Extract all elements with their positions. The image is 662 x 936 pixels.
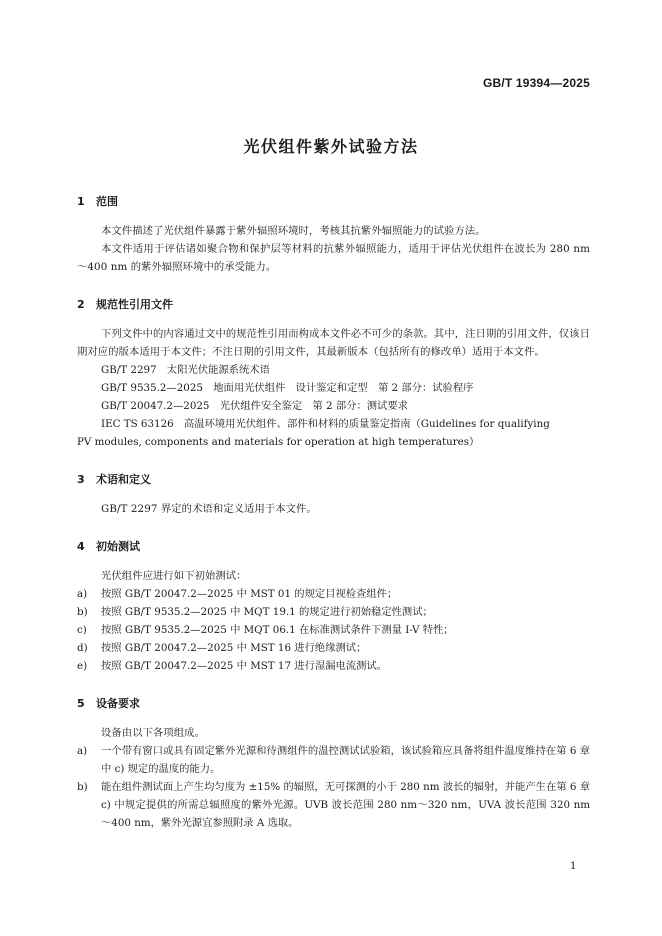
list-text: 按照 GB/T 20047.2—2025 中 MST 17 进行湿漏电流测试。 (101, 660, 387, 672)
list-marker: a) (77, 745, 88, 757)
list-text: 按照 GB/T 9535.2—2025 中 MQT 19.1 的规定进行初始稳定性测试； (101, 606, 433, 618)
document-body (77, 193, 590, 832)
standard-code: GB/T 19394—2025 (482, 76, 590, 90)
reference-item: GB/T 9535.2—2025 地面用光伏组件 设计鉴定和定型 第 2 部分：试验程序 (101, 382, 474, 394)
list-item (77, 585, 590, 603)
list-item (77, 657, 590, 675)
paragraph: 光伏组件应进行如下初始测试： (101, 570, 247, 582)
list-text: 按照 GB/T 20047.2—2025 中 MST 01 的规定目视检查组件； (101, 588, 398, 600)
list-text: 一个带有窗口或具有固定紫外光源和待测组件的温控测试试验箱，该试验箱应具备将组件温度维持在第 6 章中 c) 规定的温度的能力。 (101, 745, 590, 775)
paragraph: 本文件适用于评估诸如聚合物和保护层等材料的抗紫外辐照能力，适用于评估光伏组件在波长为 280 nm～400 nm 的紫外辐照环境中的承受能力。 (77, 243, 590, 273)
list-item (77, 603, 590, 621)
section-heading-terms (77, 471, 590, 488)
list-marker: e) (77, 660, 88, 672)
reference-item: GB/T 20047.2—2025 光伏组件安全鉴定 第 2 部分：测试要求 (101, 400, 408, 412)
section-title: 设备要求 (96, 697, 140, 710)
list-item (77, 742, 590, 778)
section-heading-scope (77, 193, 590, 210)
list-item (77, 778, 590, 832)
page-number: 1 (570, 861, 577, 872)
paragraph: GB/T 2297 界定的术语和定义适用于本文件。 (101, 503, 317, 515)
section-heading-initial-tests (77, 538, 590, 555)
list-text: 按照 GB/T 9535.2—2025 中 MQT 06.1 在标准测试条件下测量 I-V 特性； (101, 624, 454, 636)
reference-item: GB/T 2297 太阳光伏能源系统术语 (101, 364, 270, 376)
list-marker: b) (77, 606, 88, 618)
list-text: 能在组件测试面上产生均匀度为 ±15% 的辐照，无可探测的小于 280 nm 波长的辐射，并能产生在第 6 章 c) 中规定提供的所需总辐照度的紫外光源。UVB 波长范围 280 nm～320 nm，UVA 波长范围 320 nm～400 nm，紫外光源宜参照附录 A 选取。 (101, 781, 590, 829)
paragraph: 设备由以下各项组成。 (101, 727, 205, 739)
document-title: 光伏组件紫外试验方法 (243, 137, 419, 156)
section-number: 2 (77, 298, 85, 311)
section-title: 范围 (96, 195, 118, 208)
section-title: 规范性引用文件 (96, 298, 173, 311)
list-item (77, 639, 590, 657)
list-marker: a) (77, 588, 88, 600)
list-marker: c) (77, 624, 87, 636)
section-title: 术语和定义 (96, 473, 151, 486)
list-marker: d) (77, 642, 88, 654)
list-marker: b) (77, 781, 88, 793)
list-text: 按照 GB/T 20047.2—2025 中 MST 16 进行绝缘测试； (101, 642, 367, 654)
section-number: 1 (77, 195, 85, 208)
paragraph: 下列文件中的内容通过文中的规范性引用而构成本文件必不可少的条款。其中，注日期的引用文件，仅该日期对应的版本适用于本文件；不注日期的引用文件，其最新版本（包括所有的修改单）适用于本文件。 (77, 328, 590, 358)
section-heading-normative-references (77, 296, 590, 313)
list-item (77, 621, 590, 639)
reference-item-long (77, 415, 590, 451)
section-title: 初始测试 (96, 540, 140, 553)
paragraph: 本文件描述了光伏组件暴露于紫外辐照环境时，考核其抗紫外辐照能力的试验方法。 (101, 225, 486, 237)
section-number: 4 (77, 540, 85, 553)
reference-line: IEC TS 63126 高温环境用光伏组件、部件和材料的质量鉴定指南（Guidelines for qualifying (101, 418, 550, 430)
section-heading-equipment (77, 695, 590, 712)
section-number: 3 (77, 473, 85, 486)
section-number: 5 (77, 697, 85, 710)
reference-line-continued: PV modules, components and materials for operation at high temperatures） (77, 436, 480, 448)
